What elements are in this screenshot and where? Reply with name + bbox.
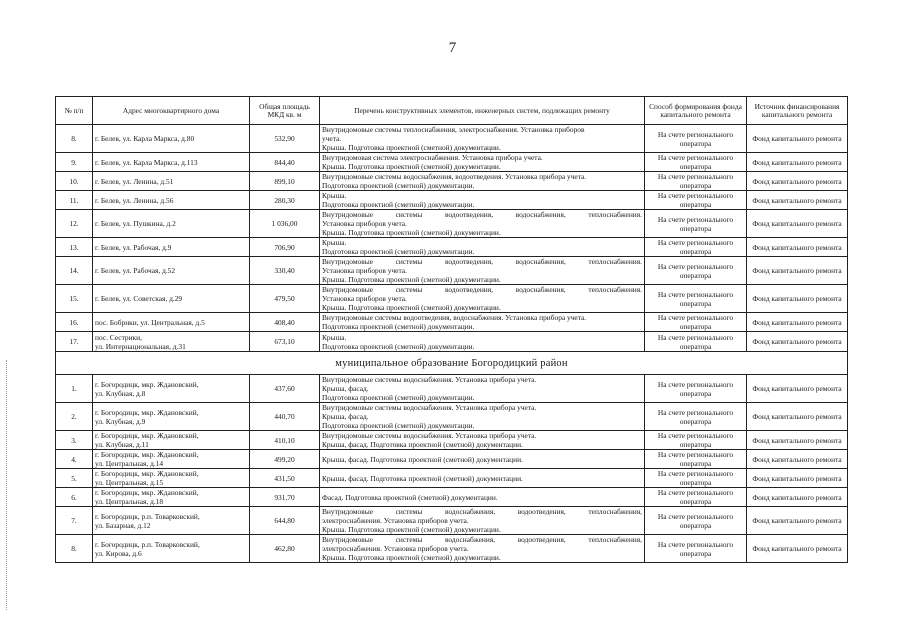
works-line: Подготовка проектной (сметной) документации.: [322, 421, 475, 430]
row-area: 479,50: [250, 285, 320, 313]
row-address: [93, 257, 250, 285]
works-line: Подготовка проектной (сметной) документации.: [322, 200, 475, 209]
section-title: муниципальное образование Богородицкий район: [56, 352, 848, 375]
table-body-belev: [56, 125, 848, 352]
works-line: Внутридомовые системы водоснабжения, водоотведения. Установка прибора учета.: [322, 172, 587, 181]
works-line: Крыша. Подготовка проектной (сметной) документации.: [322, 143, 501, 152]
row-works: [320, 125, 645, 153]
table-row: [56, 238, 848, 257]
works-line: Внутридомовые системы водоснабжения, водоотведения, теплоснабжения,: [322, 507, 642, 516]
row-method: На счете регионального оператора: [645, 313, 747, 332]
works-line: Крыша. Подготовка проектной (сметной) документации.: [322, 303, 501, 312]
address-line: ул. Центральная, д.18: [95, 497, 164, 506]
row-number: 6.: [56, 488, 93, 507]
works-line: Внутридомовые системы водоотведения, водоснабжения. Установка прибора учета.: [322, 313, 587, 322]
address-line: ул. Центральная, д.15: [95, 478, 164, 487]
row-area: 931,70: [250, 488, 320, 507]
row-area: 532,90: [250, 125, 320, 153]
row-address: [93, 488, 250, 507]
table-row: [56, 210, 848, 238]
address-line: г. Богородицк, мкр. Ждановский,: [95, 450, 199, 459]
row-number: 16.: [56, 313, 93, 332]
row-source: Фонд капитального ремонта: [747, 257, 848, 285]
row-method: На счете регионального оператора: [645, 535, 747, 563]
row-source: Фонд капитального ремонта: [747, 403, 848, 431]
header-num: № п/п: [56, 97, 93, 125]
row-works: [320, 285, 645, 313]
table-row: [56, 191, 848, 210]
works-line: Внутридомовая система электроснабжения. Установка прибора учета.: [322, 153, 543, 162]
row-source: Фонд капитального ремонта: [747, 375, 848, 403]
row-works: [320, 431, 645, 450]
address-line: пос. Сестрики,: [95, 332, 142, 342]
table-row: [56, 153, 848, 172]
address-line: г. Белев, ул. Ленина, д.56: [95, 195, 174, 205]
row-source: Фонд капитального ремонта: [747, 313, 848, 332]
row-number: 15.: [56, 285, 93, 313]
table-row: [56, 431, 848, 450]
row-area: 1 036,00: [250, 210, 320, 238]
row-address: [93, 450, 250, 469]
row-address: [93, 469, 250, 488]
scan-edge-marks: [6, 360, 9, 610]
row-works: [320, 535, 645, 563]
row-number: 1.: [56, 375, 93, 403]
address-line: ул. Центральная, д.14: [95, 459, 164, 468]
row-address: [93, 172, 250, 191]
table-row: [56, 535, 848, 563]
row-method: На счете регионального оператора: [645, 375, 747, 403]
row-area: 462,80: [250, 535, 320, 563]
row-area: 499,20: [250, 450, 320, 469]
works-line: Установка приборов учета.: [322, 266, 407, 275]
works-line: Крыша.: [322, 332, 347, 342]
works-line: Внутридомовые системы водоотведения, водоснабжения, теплоснабжения.: [322, 257, 642, 266]
row-works: [320, 238, 645, 257]
works-line: Внутридомовые системы водоотведения, водоснабжения, теплоснабжения.: [322, 210, 642, 219]
works-line: электроснабжения. Установка приборов учета.: [322, 544, 469, 553]
works-line: Подготовка проектной (сметной) документации.: [322, 247, 475, 256]
row-source: Фонд капитального ремонта: [747, 210, 848, 238]
row-number: 8.: [56, 535, 93, 563]
row-address: [93, 191, 250, 210]
address-line: ул. Клубная, д.9: [95, 416, 146, 426]
row-method: На счете регионального оператора: [645, 431, 747, 450]
repair-table: [55, 96, 848, 563]
row-number: 11.: [56, 191, 93, 210]
row-address: [93, 125, 250, 153]
row-address: [93, 431, 250, 450]
row-number: 5.: [56, 469, 93, 488]
row-method: На счете регионального оператора: [645, 403, 747, 431]
row-source: Фонд капитального ремонта: [747, 469, 848, 488]
row-address: [93, 332, 250, 352]
row-area: 437,60: [250, 375, 320, 403]
works-line: Крыша.: [322, 238, 347, 247]
table-row: [56, 257, 848, 285]
table-body-bogoroditsk: [56, 375, 848, 563]
works-line: Подготовка проектной (сметной) документации.: [322, 181, 475, 190]
row-method: На счете регионального оператора: [645, 210, 747, 238]
row-area: 330,40: [250, 257, 320, 285]
table-header: [56, 97, 848, 125]
row-works: [320, 507, 645, 535]
row-number: 7.: [56, 507, 93, 535]
table-row: [56, 375, 848, 403]
works-line: Подготовка проектной (сметной) документации.: [322, 341, 475, 351]
row-source: Фонд капитального ремонта: [747, 172, 848, 191]
works-line: Крыша. Подготовка проектной (сметной) документации.: [322, 553, 501, 562]
row-source: Фонд капитального ремонта: [747, 285, 848, 313]
row-area: 673,10: [250, 332, 320, 352]
row-method: На счете регионального оператора: [645, 450, 747, 469]
row-number: 13.: [56, 238, 93, 257]
table-row: [56, 285, 848, 313]
row-source: Фонд капитального ремонта: [747, 153, 848, 172]
works-line: Крыша. Подготовка проектной (сметной) документации.: [322, 228, 501, 237]
works-line: Крыша, фасад. Подготовка проектной (сметной) документации.: [322, 473, 523, 483]
row-source: Фонд капитального ремонта: [747, 507, 848, 535]
row-number: 4.: [56, 450, 93, 469]
works-line: Крыша. Подготовка проектной (сметной) документации.: [322, 525, 501, 534]
works-line: Внутридомовые системы водоснабжения. Установка прибора учета.: [322, 375, 537, 384]
row-number: 8.: [56, 125, 93, 153]
works-line: Фасад. Подготовка проектной (сметной) документации.: [322, 492, 498, 502]
row-address: [93, 535, 250, 563]
row-works: [320, 375, 645, 403]
address-line: г. Богородицк, мкр. Ждановский,: [95, 469, 199, 478]
address-line: г. Богородицк, мкр. Ждановский,: [95, 488, 199, 497]
works-line: Установка приборов учета.: [322, 219, 407, 228]
table-row: [56, 507, 848, 535]
works-line: Крыша, фасад. Подготовка проектной (сметной) документации.: [322, 454, 523, 464]
row-address: [93, 403, 250, 431]
address-line: г. Богородицк, р.п. Товарковский,: [95, 511, 200, 521]
row-address: [93, 313, 250, 332]
row-area: 844,40: [250, 153, 320, 172]
row-area: 431,50: [250, 469, 320, 488]
row-area: 440,70: [250, 403, 320, 431]
row-number: 2.: [56, 403, 93, 431]
table-row: [56, 403, 848, 431]
works-line: Крыша, фасад.: [322, 384, 369, 393]
row-number: 14.: [56, 257, 93, 285]
address-line: г. Богородицк, мкр. Ждановский,: [95, 407, 199, 417]
row-works: [320, 332, 645, 352]
row-area: 706,90: [250, 238, 320, 257]
header-method: Способ формирования фонда капитального ремонта: [645, 97, 747, 125]
row-works: [320, 172, 645, 191]
works-line: Внутридомовые системы теплоснабжения, электроснабжения. Установка приборов: [322, 125, 585, 134]
row-method: На счете регионального оператора: [645, 257, 747, 285]
address-line: пос. Бобрики, ул. Центральная, д.5: [95, 317, 205, 327]
row-number: 3.: [56, 431, 93, 450]
row-source: Фонд капитального ремонта: [747, 450, 848, 469]
address-line: г. Белев, ул. Пушкина, д.2: [95, 219, 176, 228]
address-line: г. Богородицк, мкр. Ждановский,: [95, 379, 199, 389]
page-number: 7: [448, 40, 457, 56]
row-area: 408,40: [250, 313, 320, 332]
row-address: [93, 375, 250, 403]
row-method: На счете регионального оператора: [645, 125, 747, 153]
row-works: [320, 488, 645, 507]
row-source: Фонд капитального ремонта: [747, 191, 848, 210]
works-line: Крыша, фасад.: [322, 412, 369, 421]
row-works: [320, 153, 645, 172]
works-line: Крыша.: [322, 191, 347, 200]
row-method: На счете регионального оператора: [645, 153, 747, 172]
address-line: ул. Базарная, д.12: [95, 520, 151, 530]
header-source: Источник финансирования капитального ремонта: [747, 97, 848, 125]
row-address: [93, 285, 250, 313]
row-area: 899,10: [250, 172, 320, 191]
address-line: г. Богородицк, р.п. Товарковский,: [95, 539, 200, 549]
row-works: [320, 403, 645, 431]
row-source: Фонд капитального ремонта: [747, 125, 848, 153]
row-method: На счете регионального оператора: [645, 238, 747, 257]
row-number: 10.: [56, 172, 93, 191]
row-method: На счете регионального оператора: [645, 507, 747, 535]
row-method: На счете регионального оператора: [645, 172, 747, 191]
address-line: ул. Кирова, д.6: [95, 548, 142, 558]
row-number: 17.: [56, 332, 93, 352]
address-line: г. Белев, ул. Советская, д.29: [95, 294, 183, 303]
row-source: Фонд капитального ремонта: [747, 431, 848, 450]
works-line: Крыша. Подготовка проектной (сметной) документации.: [322, 275, 501, 284]
address-line: г. Белев, ул. Ленина, д.51: [95, 176, 174, 186]
table-row: [56, 469, 848, 488]
row-method: На счете регионального оператора: [645, 191, 747, 210]
header-works: Перечень конструктивных элементов, инженерных систем, подлежащих ремонту: [320, 97, 645, 125]
row-address: [93, 210, 250, 238]
address-line: ул. Интернациональная, д.31: [95, 341, 186, 351]
section-group: [56, 352, 848, 375]
works-line: Крыша. Подготовка проектной (сметной) документации.: [322, 162, 501, 171]
works-line: Крыша, фасад. Подготовка проектной (сметной) документации.: [322, 440, 523, 449]
row-source: Фонд капитального ремонта: [747, 535, 848, 563]
row-source: Фонд капитального ремонта: [747, 332, 848, 352]
table-row: [56, 313, 848, 332]
row-area: 280,30: [250, 191, 320, 210]
row-works: [320, 191, 645, 210]
row-area: 410,10: [250, 431, 320, 450]
works-line: электроснабжения. Установка приборов учета.: [322, 516, 469, 525]
row-method: На счете регионального оператора: [645, 332, 747, 352]
works-line: Внутридомовые системы водоснабжения. Установка прибора учета.: [322, 403, 537, 412]
row-address: [93, 507, 250, 535]
row-address: [93, 238, 250, 257]
row-method: На счете регионального оператора: [645, 285, 747, 313]
row-source: Фонд капитального ремонта: [747, 238, 848, 257]
row-works: [320, 210, 645, 238]
address-line: ул. Клубная, д.11: [95, 440, 149, 449]
row-number: 12.: [56, 210, 93, 238]
address-line: г. Белев, ул. Рабочая, д.9: [95, 242, 172, 252]
table-row: [56, 125, 848, 153]
row-number: 9.: [56, 153, 93, 172]
address-line: г. Белев, ул. Карла Маркса, д.113: [95, 157, 198, 167]
section-row: [56, 352, 848, 375]
address-line: г. Богородицк, мкр. Ждановский,: [95, 431, 199, 440]
row-works: [320, 257, 645, 285]
works-line: Подготовка проектной (сметной) документации.: [322, 322, 475, 331]
row-works: [320, 313, 645, 332]
works-line: Внутридомовые системы водоотведения, водоснабжения, теплоснабжения.: [322, 285, 642, 294]
address-line: ул. Клубная, д.8: [95, 388, 146, 398]
works-line: Подготовка проектной (сметной) документации.: [322, 393, 475, 402]
table-row: [56, 488, 848, 507]
row-method: На счете регионального оператора: [645, 488, 747, 507]
header-area: Общая площадь МКД кв. м: [250, 97, 320, 125]
row-works: [320, 469, 645, 488]
works-line: Внутридомовые системы водоснабжения. Установка прибора учета.: [322, 431, 537, 440]
works-line: Установка приборов учета.: [322, 294, 407, 303]
row-method: На счете регионального оператора: [645, 469, 747, 488]
table-row: [56, 172, 848, 191]
works-line: Внутридомовые системы водоснабжения, водоотведения, теплоснабжения,: [322, 535, 642, 544]
address-line: г. Белев, ул. Рабочая, д.52: [95, 266, 176, 275]
row-source: Фонд капитального ремонта: [747, 488, 848, 507]
row-address: [93, 153, 250, 172]
address-line: г. Белев, ул. Карла Маркса, д.80: [95, 134, 195, 143]
table-row: [56, 332, 848, 352]
table-row: [56, 450, 848, 469]
works-line: учета.: [322, 134, 342, 143]
header-address: Адрес многоквартирного дома: [93, 97, 250, 125]
row-works: [320, 450, 645, 469]
row-area: 644,80: [250, 507, 320, 535]
